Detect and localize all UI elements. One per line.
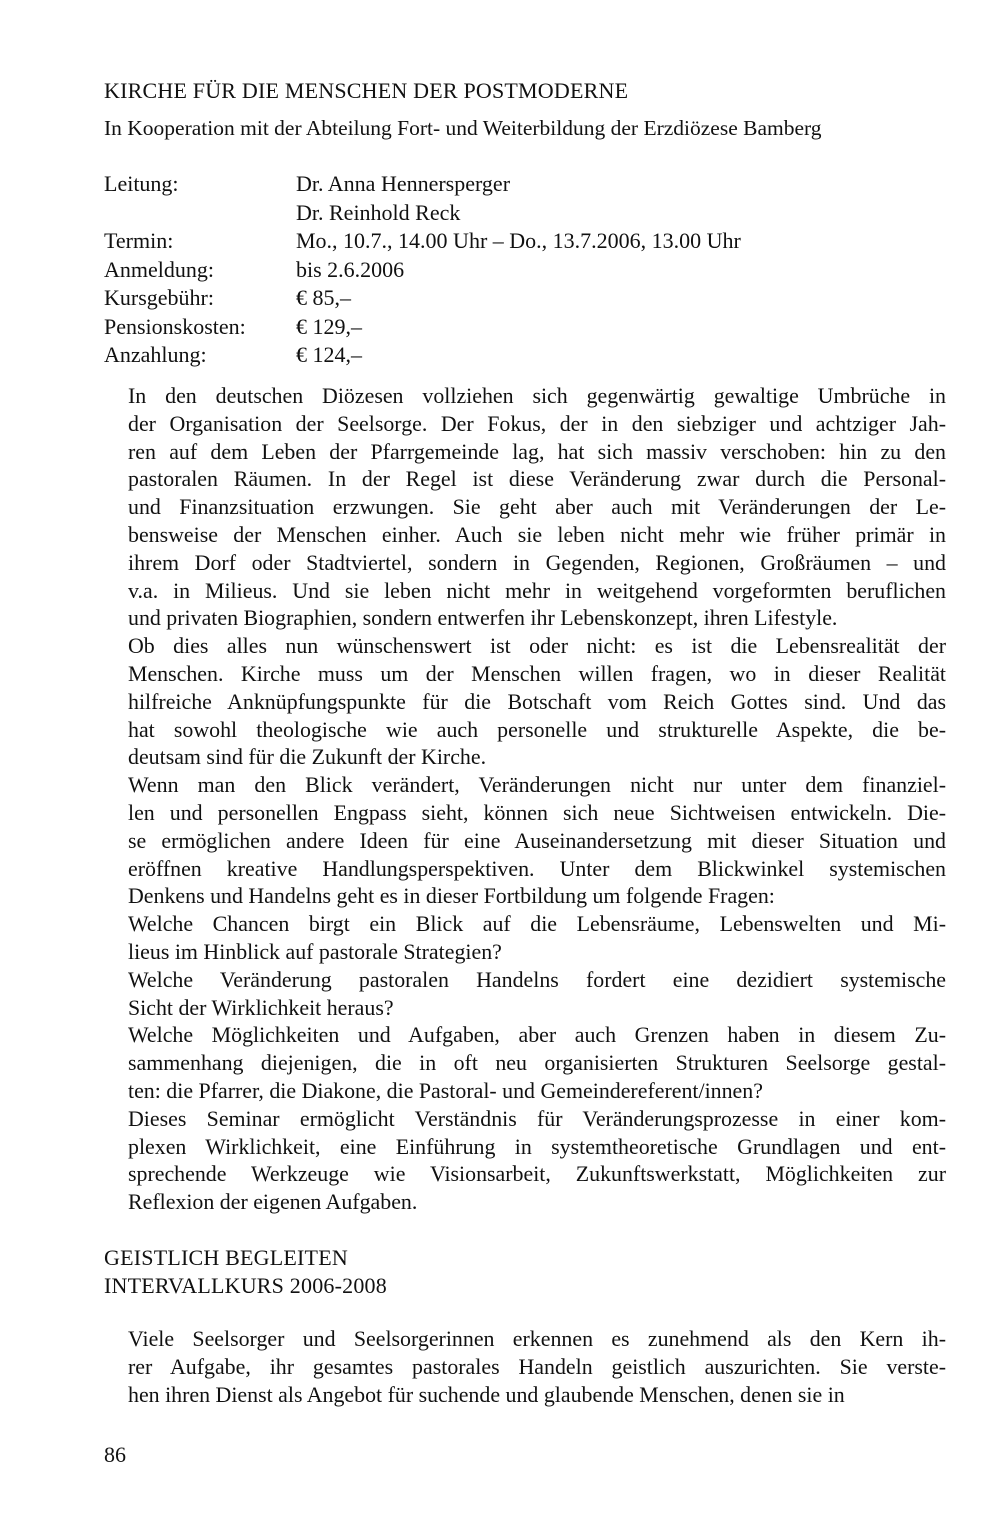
text-line: und privaten Biographien, sondern entwerfen ihr Lebenskonzept, ihren Lifestyle. (128, 605, 838, 631)
text-line: eröffnen kreative Handlungsperspektiven. Unter dem Blickwinkel systemischen (128, 855, 946, 881)
paragraph (104, 1021, 946, 1104)
text-line: Viele Seelsorger und Seelsorgerinnen erkennen es zunehmend als den Kern ih- (128, 1326, 946, 1351)
text-line: In den deutschen Diözesen vollziehen sich gegenwärtig gewaltige Umbrüche in (128, 383, 946, 408)
text-line: Denkens und Handelns geht es in dieser Fortbildung um folgende Fragen: (128, 883, 775, 909)
paragraph (104, 1325, 946, 1408)
paragraph (104, 632, 946, 771)
text-line: hilfreiche Anknüpfungspunkte für die Botschaft vom Reich Gottes sind. Und das (128, 688, 946, 714)
paragraph (104, 771, 946, 910)
paragraph (104, 966, 946, 1022)
text-line: se ermöglichen andere Ideen für eine Auseinandersetzung mit dieser Situation und (128, 827, 946, 853)
section1-body (104, 382, 946, 1216)
section2-body (104, 1325, 946, 1408)
course-info-table (104, 170, 741, 370)
info-label (104, 199, 296, 228)
text-line: hat sowohl theologische wie auch personelle und strukturelle Aspekte, die be- (128, 716, 946, 742)
info-value: Dr. Anna Hennersperger (296, 171, 511, 196)
section-title-geistlich: GEISTLICH BEGLEITEN (104, 1245, 348, 1270)
info-label: Kursgebühr: (104, 285, 214, 310)
info-label: Leitung: (104, 171, 179, 196)
text-line: der Organisation der Seelsorge. Der Fokus, der in den siebziger und achtziger Jah- (128, 410, 946, 436)
section-subtitle-kooperation: In Kooperation mit der Abteilung Fort- und Weiterbildung der Erzdiözese Bamberg (104, 116, 822, 140)
info-value: Mo., 10.7., 14.00 Uhr – Do., 13.7.2006, 13.00 Uhr (296, 228, 741, 253)
text-line: Welche Möglichkeiten und Aufgaben, aber auch Grenzen haben in diesem Zu- (128, 1022, 946, 1048)
text-line: rer Aufgabe, ihr gesamtes pastorales Handeln geistlich auszurichten. Sie verste- (128, 1353, 946, 1379)
text-line: plexen Wirklichkeit, eine Einführung in systemtheoretische Grundlagen und ent- (128, 1133, 946, 1159)
text-line: v.a. in Milieus. Und sie leben nicht mehr in weitgehend vorgeformten beruflichen (128, 577, 946, 603)
section-title-intervallkurs: INTERVALLKURS 2006-2008 (104, 1273, 387, 1298)
text-line: bensweise der Menschen einher. Auch sie leben nicht mehr wie früher primär in (128, 521, 946, 547)
text-line: Menschen. Kirche muss um der Menschen willen fragen, wo in dieser Realität (128, 660, 946, 686)
info-label: Termin: (104, 228, 174, 253)
info-label: Pensionskosten: (104, 313, 246, 339)
text-line: ihrem Dorf oder Stadtviertel, sondern in Gegenden, Regionen, Großräumen – und (128, 549, 946, 575)
text-line: lieus im Hinblick auf pastorale Strategien? (128, 938, 502, 964)
text-line: Reflexion der eigenen Aufgaben. (128, 1189, 418, 1215)
text-line: hen ihren Dienst als Angebot für suchende und glaubende Menschen, denen sie in (128, 1381, 845, 1407)
text-line: Welche Veränderung pastoralen Handelns fordert eine dezidiert systemische (128, 966, 946, 992)
paragraph (104, 910, 946, 966)
info-value: € 129,– (296, 313, 362, 339)
paragraph (104, 1105, 946, 1216)
info-value: € 85,– (296, 285, 351, 310)
text-line: ren auf dem Leben der Pfarrgemeinde lag, hat sich massiv verschoben: hin zu den (128, 438, 946, 464)
text-line: Dieses Seminar ermöglicht Verständnis für Veränderungsprozesse in einer kom- (128, 1105, 946, 1131)
text-line: pastoralen Räumen. In der Regel ist diese Veränderung zwar durch die Personal- (128, 466, 946, 492)
info-value: Dr. Reinhold Reck (296, 199, 461, 225)
page-number: 86 (104, 1442, 126, 1467)
text-line: Welche Chancen birgt ein Blick auf die Lebensräume, Lebenswelten und Mi- (128, 911, 946, 937)
info-label: Anmeldung: (104, 256, 214, 282)
info-value: € 124,– (296, 342, 362, 367)
text-line: sprechende Werkzeuge wie Visionsarbeit, Zukunftswerkstatt, Möglichkeiten zur (128, 1161, 946, 1187)
text-line: Ob dies alles nun wünschenswert ist oder nicht: es ist die Lebensrealität der (128, 633, 946, 659)
info-value: bis 2.6.2006 (296, 256, 405, 282)
text-line: ten: die Pfarrer, die Diakone, die Pastoral- und Gemeindereferent/innen? (128, 1077, 763, 1103)
paragraph (104, 382, 946, 632)
text-line: sammenhang diejenigen, die in oft neu organisierten Strukturen Seelsorge gestal- (128, 1050, 946, 1076)
info-label: Anzahlung: (104, 342, 207, 367)
section-title-kirche: KIRCHE FÜR DIE MENSCHEN DER POSTMODERNE (104, 78, 629, 103)
text-line: Sicht der Wirklichkeit heraus? (128, 994, 394, 1020)
text-line: Wenn man den Blick verändert, Veränderungen nicht nur unter dem finanziel- (128, 772, 946, 798)
text-line: len und personellen Engpass sieht, können sich neue Sichtweisen entwickeln. Die- (128, 799, 946, 825)
text-line: deutsam sind für die Zukunft der Kirche. (128, 744, 487, 770)
text-line: und Finanzsituation erzwungen. Sie geht aber auch mit Veränderungen der Le- (128, 494, 946, 520)
